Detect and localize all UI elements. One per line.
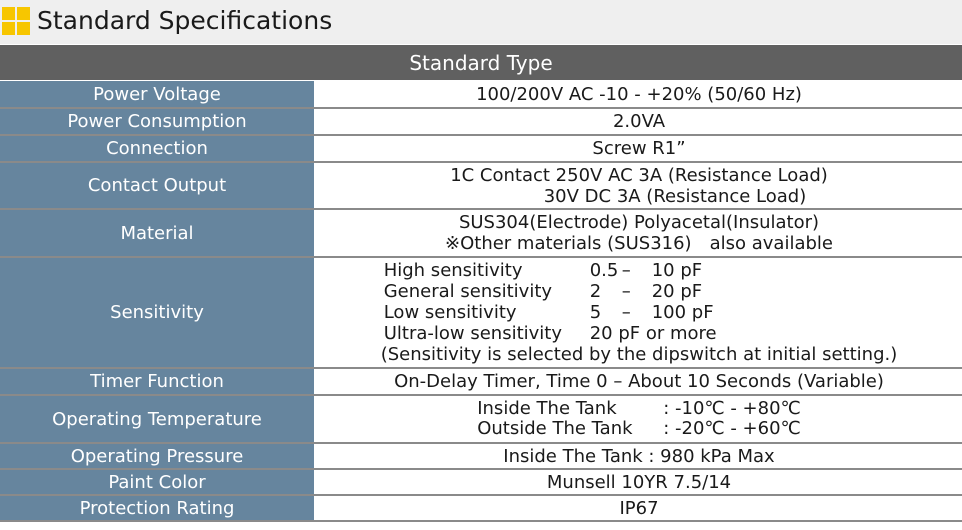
sensitivity-dash: – [621,260,631,281]
sensitivity-min: 0.5 [589,260,619,281]
row-value: 100/200V AC -10 - +20% (50/60 Hz) [315,81,962,108]
table-row [0,495,962,521]
temperature-item [477,399,801,419]
sensitivity-max: 20 pF [651,281,703,302]
table-row [0,395,962,443]
temperature-list [477,399,801,439]
sensitivity-item [381,323,898,344]
sensitivity-name: Low sensitivity [383,302,517,323]
row-value: Munsell 10YR 7.5/14 [315,469,962,495]
row-value: IP67 [315,495,962,521]
sensitivity-max: 100 pF [651,302,714,323]
sensitivity-name: General sensitivity [383,281,553,302]
row-value [315,395,962,443]
table-row [0,368,962,395]
row-label: Paint Color [0,469,315,495]
row-value [315,257,962,368]
sensitivity-min: 5 [589,302,602,323]
sensitivity-item [381,302,898,323]
row-label: Power Consumption [0,108,315,135]
sensitivity-dash: – [621,302,631,323]
row-label: Power Voltage [0,81,315,108]
sensitivity-note: (Sensitivity is selected by the dipswitch at initial setting.) [380,344,898,365]
sensitivity-dash: – [621,281,631,302]
temperature-range: : -10℃ - +80℃ [663,398,801,419]
sensitivity-item [381,260,898,281]
material-line-1: SUS304(Electrode) Polyacetal(Insulator) [458,212,820,233]
sensitivity-item [381,281,898,302]
temperature-location: Inside The Tank [477,398,617,419]
row-value: 2.0VA [315,108,962,135]
row-value [315,162,962,209]
sensitivity-max: 10 pF [651,260,703,281]
row-label: Material [0,209,315,257]
contact-output-line-1: 1C Contact 250V AC 3A (Resistance Load) [450,164,828,186]
row-value: Screw R1” [315,135,962,162]
spec-table [0,81,962,522]
section-title: Standard Specifications [37,6,333,35]
row-label: Connection [0,135,315,162]
table-row [0,209,962,257]
table-row [0,162,962,209]
temperature-location: Outside The Tank [477,418,633,439]
sensitivity-name: Ultra-low sensitivity [383,323,562,344]
row-label: Contact Output [0,162,315,209]
row-label: Timer Function [0,368,315,395]
table-row [0,135,962,162]
table-row [0,443,962,469]
material-line-2: ※Other materials (SUS316) also available [445,233,833,254]
section-header [0,0,962,44]
table-row [0,108,962,135]
sensitivity-ultra-value: 20 pF or more [589,323,717,344]
row-value: On-Delay Timer, Time 0 – About 10 Seconds (Variable) [315,368,962,395]
sensitivity-min: 2 [589,281,602,302]
table-row [0,257,962,368]
row-label: Sensitivity [0,257,315,368]
sensitivity-list [381,260,898,365]
row-value: Inside The Tank : 980 kPa Max [315,443,962,469]
table-row [0,469,962,495]
row-label: Operating Pressure [0,443,315,469]
row-label: Operating Temperature [0,395,315,443]
temperature-item [477,419,801,439]
temperature-range: : -20℃ - +60℃ [663,418,801,439]
type-header: Standard Type [0,45,962,80]
row-label: Protection Rating [0,495,315,521]
row-value [315,209,962,257]
contact-output-line-2: 30V DC 3A (Resistance Load) [543,185,807,207]
sensitivity-name: High sensitivity [383,260,523,281]
table-row [0,81,962,108]
yellow-squares-icon [2,7,30,35]
